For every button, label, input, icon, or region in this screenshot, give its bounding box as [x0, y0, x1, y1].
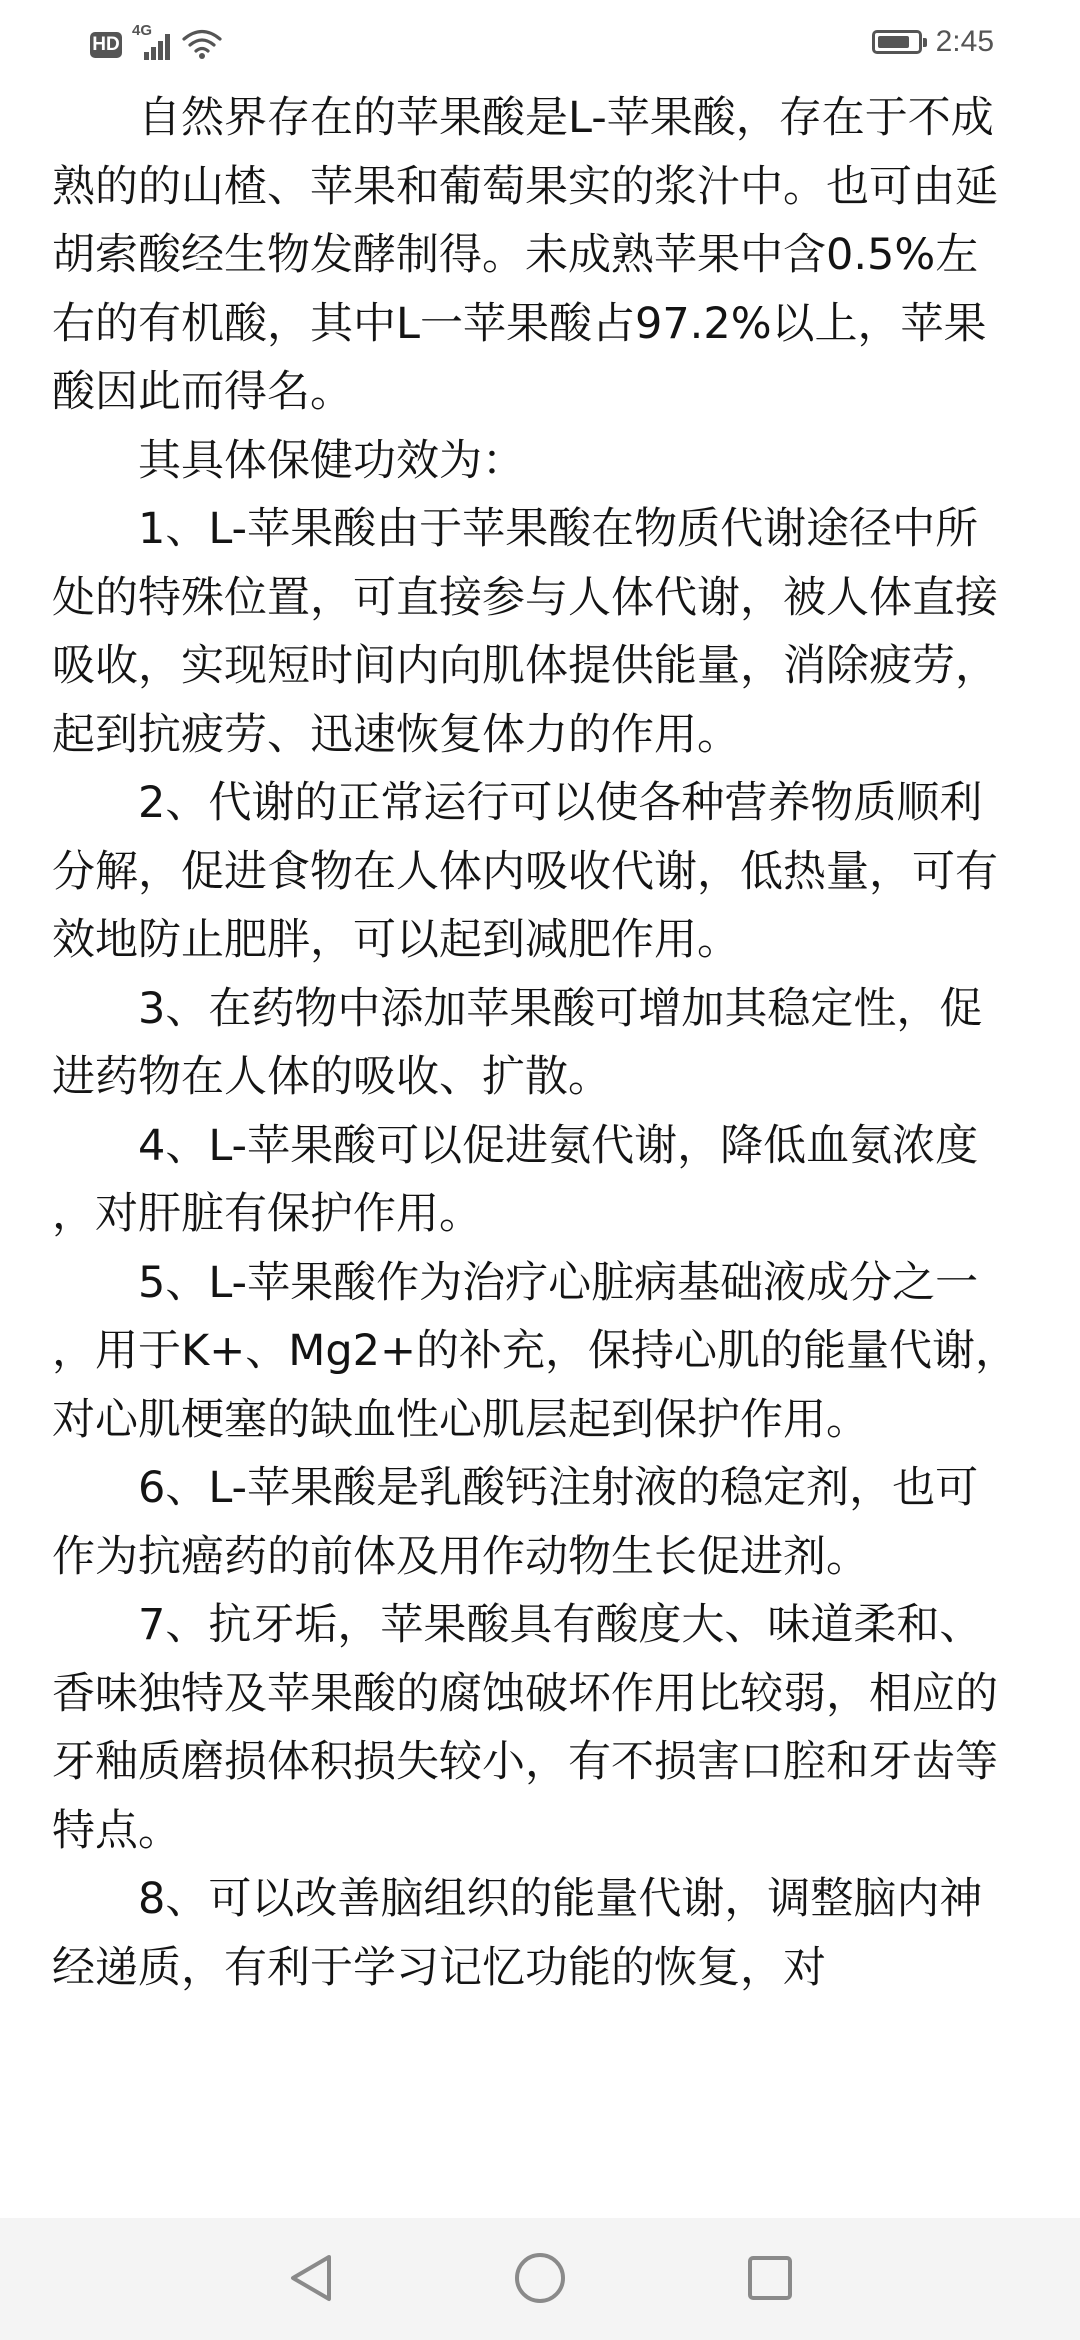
article-paragraph: 6、L-苹果酸是乳酸钙注射液的稳定剂，也可作为抗癌药的前体及用作动物生长促进剂。: [52, 1463, 979, 1582]
clock: 2:45: [935, 25, 994, 58]
article-paragraph: 其具体保健功效为：: [138, 435, 525, 486]
article-paragraph: 7、抗牙垢，苹果酸具有酸度大、味道柔和、香味独特及苹果酸的腐蚀破坏作用比较弱，相应的牙釉质磨损体积损失较小，有不损害口腔和牙齿等特点。: [52, 1600, 998, 1856]
navigation-bar: [0, 2218, 1080, 2340]
article-paragraph: 2、代谢的正常运行可以使各种营养物质顺利分解，促进食物在人体内吸收代谢，低热量，可有效地防止肥胖，可以起到减肥作用。: [52, 778, 998, 965]
battery-icon: [872, 30, 922, 54]
back-button[interactable]: [280, 2248, 340, 2308]
article-paragraph: 3、在药物中添加苹果酸可增加其稳定性，促进药物在人体的吸收、扩散。: [52, 983, 983, 1102]
article-paragraph: 8、可以改善脑组织的能量代谢，调整脑内神经递质，有利于学习记忆功能的恢复，对: [52, 1874, 983, 1993]
home-button[interactable]: [510, 2248, 570, 2308]
recent-apps-button[interactable]: [740, 2248, 800, 2308]
signal-icon: [132, 22, 172, 62]
status-bar-left: [90, 22, 222, 62]
home-icon: [512, 2250, 568, 2306]
network-type-label: 4G: [132, 22, 153, 39]
hd-icon: HD: [90, 32, 122, 58]
status-bar-right: [872, 22, 994, 62]
recent-apps-icon: [745, 2253, 795, 2303]
article-paragraph: 4、L-苹果酸可以促进氨代谢，降低血氨浓度，对肝脏有保护作用。: [52, 1120, 979, 1239]
article-paragraph: 5、L-苹果酸作为治疗心脏病基础液成分之一，用于K+、Mg2+的补充，保持心肌的能量代谢，对心肌梗塞的缺血性心肌层起到保护作用。: [52, 1257, 1019, 1445]
status-bar: [0, 0, 1080, 80]
article-paragraph: 自然界存在的苹果酸是L-苹果酸，存在于不成熟的的山楂、苹果和葡萄果实的浆汁中。也可由延胡索酸经生物发酵制得。未成熟苹果中含0.5%左右的有机酸，其中L一苹果酸占97.2%以上，苹果酸因此而得名。: [52, 93, 998, 417]
back-icon: [285, 2251, 335, 2305]
article-content[interactable]: [52, 84, 1020, 2214]
article-paragraph: 1、L-苹果酸由于苹果酸在物质代谢途径中所处的特殊位置，可直接参与人体代谢，被人体直接吸收，实现短时间内向肌体提供能量，消除疲劳，起到抗疲劳、迅速恢复体力的作用。: [52, 504, 998, 760]
wifi-icon: [182, 28, 222, 60]
